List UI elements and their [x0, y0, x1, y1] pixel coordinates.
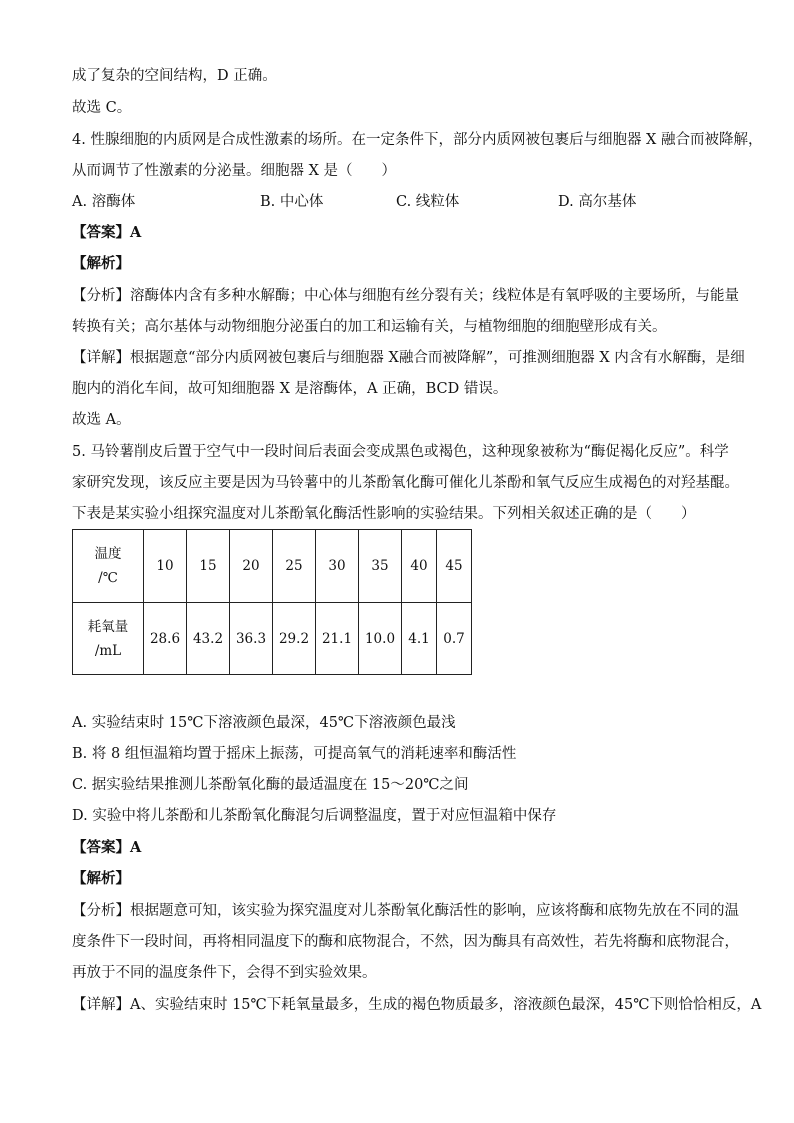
option-b: B. 将 8 组恒温箱均置于摇床上振荡，可提高氧气的消耗速率和酶活性 [72, 746, 517, 762]
detail-text: 胞内的消化车间，故可知细胞器 X 是溶酶体，A 正确，BCD 错误。 [72, 381, 508, 397]
choice-conclusion: 故选 A。 [72, 412, 131, 428]
analysis-text: 度条件下一段时间，再将相同温度下的酶和底物混合，不然，因为酶具有高效性，若先将酶和底物混合， [72, 934, 739, 950]
table-header-cell [73, 530, 144, 603]
option-b: B. 中心体 [260, 194, 324, 210]
table-cell: 36.3 [230, 603, 273, 675]
table-cell: 15 [187, 530, 230, 603]
table-cell: 21.1 [316, 603, 359, 675]
analysis-heading: 【解析】 [72, 255, 130, 272]
text-line: 故选 C。 [72, 100, 132, 116]
temperature-oxygen-table [72, 529, 472, 675]
table-row [73, 530, 472, 603]
option-a: A. 溶酶体 [72, 194, 136, 210]
answer-label: 【答案】A [72, 224, 142, 241]
table-cell: 10.0 [359, 603, 402, 675]
header-unit: /℃ [98, 570, 118, 586]
question-4-stem: 从而调节了性激素的分泌量。细胞器 X 是（ ） [72, 163, 397, 179]
table-cell: 30 [316, 530, 359, 603]
table-cell: 35 [359, 530, 402, 603]
table-cell: 29.2 [273, 603, 316, 675]
option-c: C. 据实验结果推测儿茶酚氧化酶的最适温度在 15～20℃之间 [72, 777, 469, 793]
option-a: A. 实验结束时 15℃下溶液颜色最深，45℃下溶液颜色最浅 [72, 715, 456, 731]
question-5-stem: 5. 马铃薯削皮后置于空气中一段时间后表面会变成黑色或褐色，这种现象被称为“酶促褐化反应”。科学 [72, 444, 729, 460]
header-unit: /mL [94, 642, 122, 659]
analysis-text: 转换有关；高尔基体与动物细胞分泌蛋白的加工和运输有关，与植物细胞的细胞壁形成有关。 [72, 319, 667, 335]
header-text: 耗氧量 [87, 618, 129, 635]
option-d: D. 高尔基体 [558, 194, 637, 210]
table-cell: 20 [230, 530, 273, 603]
question-5-stem: 下表是某实验小组探究温度对儿茶酚氧化酶活性影响的实验结果。下列相关叙述正确的是（ ） [72, 506, 696, 522]
table-header-cell [73, 603, 144, 675]
text-line: 成了复杂的空间结构，D 正确。 [72, 68, 277, 84]
table-row [73, 603, 472, 675]
header-text: 温度 [94, 546, 122, 562]
table-cell: 10 [144, 530, 187, 603]
analysis-heading: 【解析】 [72, 870, 130, 887]
option-d: D. 实验中将儿茶酚和儿茶酚氧化酶混匀后调整温度，置于对应恒温箱中保存 [72, 808, 557, 824]
table-cell: 45 [437, 530, 472, 603]
table-cell: 28.6 [144, 603, 187, 675]
analysis-text: 再放于不同的温度条件下，会得不到实验效果。 [72, 965, 377, 981]
detail-text: 【详解】根据题意“部分内质网被包裹后与细胞器 X融合而被降解”，可推测细胞器 X 内含有水解酶，是细 [72, 350, 745, 366]
table-cell: 4.1 [402, 603, 437, 675]
table-cell: 43.2 [187, 603, 230, 675]
answer-label: 【答案】A [72, 839, 142, 856]
analysis-text: 【分析】根据题意可知，该实验为探究温度对儿茶酚氧化酶活性的影响，应该将酶和底物先放在不同的温 [72, 903, 739, 919]
option-c: C. 线粒体 [396, 194, 460, 210]
table-cell: 0.7 [437, 603, 472, 675]
analysis-text: 【分析】溶酶体内含有多种水解酶；中心体与细胞有丝分裂有关；线粒体是有氧呼吸的主要场所，与能量 [72, 288, 739, 304]
question-4-stem: 4. 性腺细胞的内质网是合成性激素的场所。在一定条件下，部分内质网被包裹后与细胞器 X 融合而被降解， [72, 132, 763, 148]
question-5-stem: 家研究发现，该反应主要是因为马铃薯中的儿茶酚氧化酶可催化儿茶酚和氧气反应生成褐色的对羟基醌。 [72, 475, 739, 491]
table-cell: 25 [273, 530, 316, 603]
detail-text: 【详解】A、实验结束时 15℃下耗氧量最多，生成的褐色物质最多，溶液颜色最深，45℃下则恰恰相反，A [72, 997, 762, 1013]
question-4-options [72, 192, 732, 212]
table-cell: 40 [402, 530, 437, 603]
